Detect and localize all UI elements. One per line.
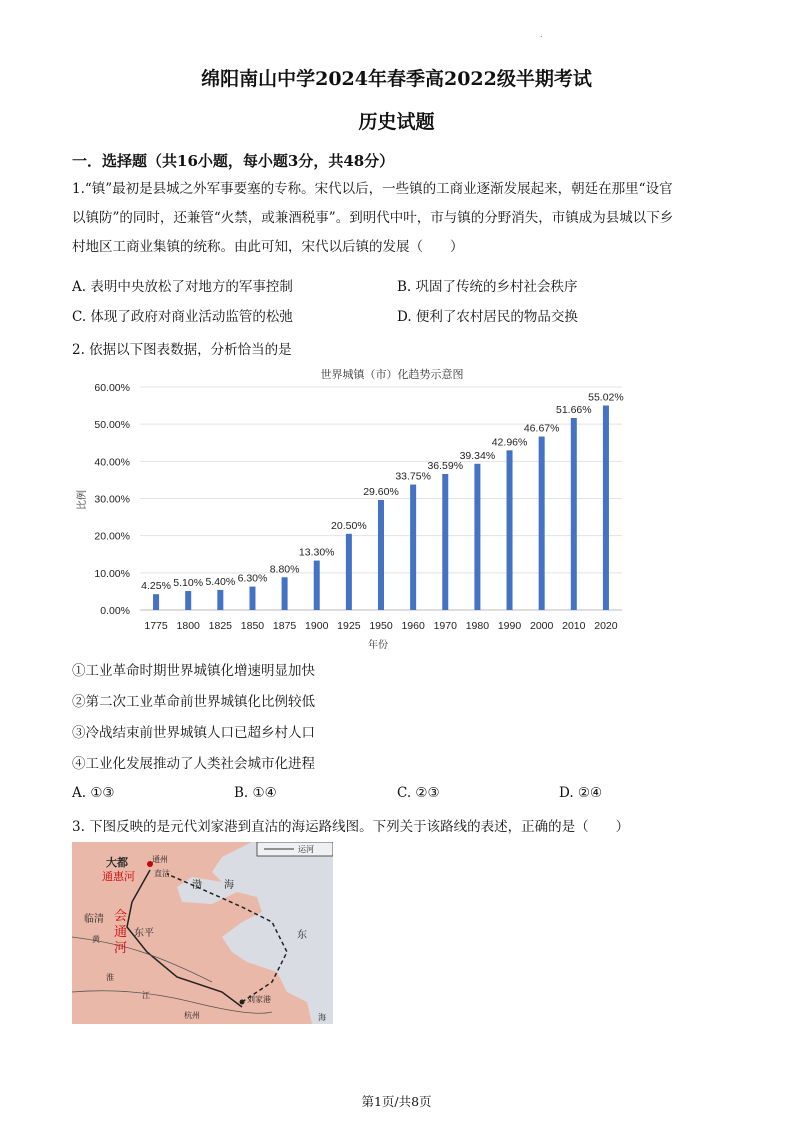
header-dot: . [540,30,543,39]
chart-data-label: 39.34% [459,449,496,462]
chart-bar [314,561,320,610]
label-he: 河 [114,941,128,956]
chart-data-label: 55.02% [588,391,624,404]
label-liujiagang: 刘家港 [247,995,271,1004]
exam-title: 绵阳南山中学2024年春季高2022级半期考试 [201,68,592,90]
chart-bar [378,500,384,610]
chart-x-tick-label: 1980 [465,620,490,632]
chart-x-tick-label: 1990 [497,620,522,632]
chart-x-tick-label: 1800 [176,620,200,632]
question-1-stem [72,175,722,262]
chart-data-label: 5.40% [205,575,236,588]
yuan-sea-route-map [72,842,333,1024]
label-hai-2: 海 [318,1013,326,1022]
q1-line-1: 1.“镇”最初是县城之外军事要塞的专称。宋代以后，一些镇的工商业逐渐发展起来，朝廷在那里“设官 [72,181,673,197]
section-heading: 一．选择题（共16小题，每小题3分，共48分） [72,152,395,170]
label-hai: 海 [224,880,234,891]
chart-y-tick-label: 50.00% [94,419,130,432]
chart-x-tick-label: 1775 [144,620,168,632]
chart-y-tick-label: 60.00% [94,382,130,394]
label-zhigu: 直沽 [154,869,170,878]
q1-option-c: C. 体现了政府对商业活动监管的松弛 [72,309,293,325]
label-tong: 通 [114,925,128,940]
q2-statement-1: ①工业革命时期世界城镇化增速明显加快 [72,663,315,679]
chart-y-tick-label: 0.00% [100,605,130,617]
chart-bar [603,406,609,610]
q2-statement-4: ④工业化发展推动了人类社会城市化进程 [72,756,315,772]
chart-data-label: 29.60% [363,485,399,498]
chart-x-axis-label: 年份 [368,640,388,651]
label-tonghuihe: 通惠河 [102,870,135,883]
chart-x-tick-label: 1950 [369,620,393,632]
q2-option-d: D. ②④ [559,785,603,801]
urbanization-bar-chart [72,360,632,652]
chart-bar [153,594,159,610]
chart-y-tick-label: 40.00% [94,456,130,469]
chart-data-label: 36.59% [427,460,464,473]
label-hui: 会 [114,909,128,924]
chart-data-label: 4.25% [141,580,171,593]
liujiagang-marker [240,1000,245,1005]
chart-bar [249,587,255,610]
chart-y-axis-label: 比例 [77,490,88,510]
page-footer: 第1页/共8页 [361,1094,432,1109]
chart-bar [410,485,416,610]
chart-x-tick-label: 2010 [562,620,586,632]
chart-bar [346,534,352,610]
chart-bar [282,577,288,610]
exam-subtitle: 历史试题 [358,111,435,133]
chart-data-label: 33.75% [395,470,431,483]
chart-bar [185,591,191,610]
chart-data-label: 20.50% [331,519,367,532]
q1-option-b: B. 巩固了传统的乡村社会秩序 [397,279,578,295]
chart-bar [217,590,223,610]
chart-title: 世界城镇（市）化趋势示意图 [320,369,464,381]
chart-data-label: 46.67% [523,422,560,435]
chart-data-label: 42.96% [491,436,528,449]
chart-y-tick-label: 10.00% [94,567,130,580]
q2-option-b: B. ①④ [234,785,277,801]
question-3-stem: 3. 下图反映的是元代刘家港到直沽的海运路线图。下列关于该路线的表述，正确的是（ ） [72,819,630,835]
label-linqing: 临清 [84,914,104,925]
label-huang: 黄 [92,935,100,944]
q2-option-a: A. ①③ [72,785,115,801]
q1-option-d: D. 便利了农村居民的物品交换 [397,309,578,325]
label-dong: 东 [297,930,307,941]
chart-data-label: 13.30% [298,546,335,559]
chart-bar [571,418,577,610]
chart-x-tick-label: 1900 [305,620,329,632]
chart-x-tick-label: 1875 [272,620,297,632]
chart-bar [442,474,448,610]
sea-area [212,842,333,1024]
chart-bar [539,437,545,610]
label-yunhe: 运河 [298,845,314,854]
q1-line-3: 村地区工商业集镇的统称。由此可知，宋代以后镇的发展（ ） [72,239,464,255]
q1-line-2: 以镇防”的同时，还兼管“火禁，或兼酒税事”。到明代中叶，市与镇的分野消失，市镇成为县城以下乡 [72,210,674,226]
chart-x-tick-label: 1970 [433,620,457,632]
chart-x-tick-label: 2020 [594,620,618,632]
chart-y-tick-label: 20.00% [94,530,130,543]
q2-statement-2: ②第二次工业革命前世界城镇化比例较低 [72,694,315,710]
chart-x-tick-label: 1925 [337,620,361,632]
chart-data-label: 8.80% [269,563,300,576]
chart-bar [507,450,513,610]
label-huai: 淮 [106,973,114,982]
chart-data-label: 5.10% [173,577,204,590]
q1-option-a: A. 表明中央放松了对地方的军事控制 [72,279,293,295]
chart-x-tick-label: 1850 [240,620,265,632]
map-drawing [72,842,333,1024]
q2-option-c: C. ②③ [397,785,440,801]
label-jiang: 江 [142,991,150,1000]
chart-x-tick-label: 1825 [208,620,233,632]
chart-y-tick-label: 30.00% [94,493,130,506]
label-dongping: 东平 [134,928,154,939]
chart-bar [474,464,480,610]
question-2-stem: 2. 依据以下图表数据，分析恰当的是 [72,342,292,358]
chart-data-label: 6.30% [237,572,268,585]
label-dadu: 大都 [106,856,128,869]
q2-statement-3: ③冷战结束前世界城镇人口已超乡村人口 [72,725,315,741]
chart-x-tick-label: 1960 [401,620,425,632]
label-hangzhou: 杭州 [184,1011,200,1020]
chart-data-label: 51.66% [555,403,592,416]
chart-x-tick-label: 2000 [529,620,554,632]
label-bo: 渤 [192,880,202,891]
label-tongzhou: 通州 [152,855,168,864]
